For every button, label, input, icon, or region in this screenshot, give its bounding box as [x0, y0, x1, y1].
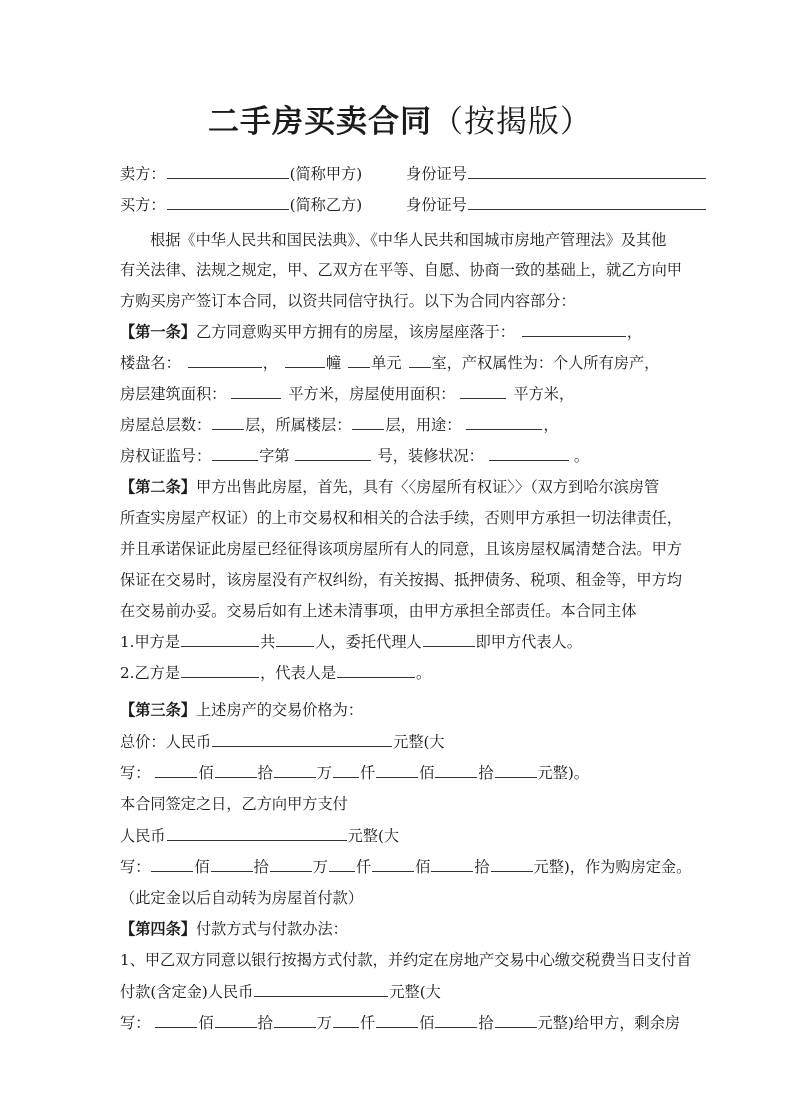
article1-text: 乙方同意购买甲方拥有的房屋，该房屋座落于：	[195, 323, 515, 341]
unit-label: 佰	[198, 764, 214, 782]
label-write: 写：	[120, 1014, 151, 1032]
amount-blank[interactable]	[376, 763, 418, 778]
article1-line3	[120, 384, 720, 404]
preamble-line: 根据《中华人民共和国民法典》、《中华人民共和国城市房地产管理法》及其他	[150, 231, 667, 249]
label-total-price: 总价：人民币	[120, 733, 212, 751]
unit-label: 元整)。	[537, 764, 589, 782]
label-cert-no: 房权证监号：	[120, 447, 212, 465]
amount-blank[interactable]	[274, 763, 316, 778]
article3-line1	[120, 700, 720, 720]
article3-heading: 【第三条】	[120, 701, 196, 719]
amount-blank[interactable]	[333, 1013, 359, 1028]
buyer-line	[120, 195, 720, 215]
article1-line4	[120, 415, 720, 435]
total-price-words-line	[120, 763, 720, 783]
label-floor: 层，所属楼层：	[245, 416, 352, 434]
label-party-a: 1.甲方是	[120, 633, 181, 651]
amount-blank[interactable]	[215, 763, 257, 778]
unit-label: 佰	[198, 1014, 214, 1032]
title-sub: （按揭版）	[432, 104, 592, 140]
unit-label: 拾	[474, 858, 490, 876]
agent-blank[interactable]	[423, 632, 475, 647]
article2-line4: 保证在交易时，该房屋没有产权纠纷，有关按揭、抵押债务、税项、租金等，甲方均	[120, 571, 682, 589]
cert-number-blank[interactable]	[295, 446, 371, 461]
label-building-name: 楼盘名：	[120, 354, 181, 372]
amount-blank[interactable]	[495, 763, 537, 778]
amount-blank[interactable]	[372, 857, 414, 872]
article1-line2	[120, 353, 720, 373]
amount-blank[interactable]	[274, 1013, 316, 1028]
article4-heading: 【第四条】	[120, 920, 196, 938]
label-decoration: 号，装修状况：	[377, 447, 484, 465]
party-b-rep-blank[interactable]	[337, 663, 415, 678]
unit-label: 佰	[419, 764, 435, 782]
amount-blank[interactable]	[495, 1013, 537, 1028]
buyer-label: 买方：	[120, 196, 166, 214]
punct: ，	[543, 416, 559, 434]
down-payment-blank[interactable]	[254, 982, 388, 997]
unit-label: 元整)给甲方，剩余房	[537, 1014, 681, 1032]
block-blank[interactable]	[285, 353, 325, 368]
article1-line1	[120, 322, 720, 342]
article2-line1	[120, 477, 720, 497]
buyer-id-label: 身份证号	[406, 196, 467, 214]
building-name-blank[interactable]	[188, 353, 262, 368]
amount-blank[interactable]	[376, 1013, 418, 1028]
buyer-name-blank[interactable]	[167, 195, 289, 210]
article3-text: 上述房产的交易价格为：	[195, 701, 363, 719]
punct: ，	[626, 323, 643, 341]
label-yuan: 元整(大	[347, 827, 400, 845]
down-payment-line	[120, 982, 720, 1002]
unit-label: 佰	[194, 858, 210, 876]
label-down-payment: 付款(含定金)人民币	[120, 983, 254, 1001]
amount-blank[interactable]	[215, 1013, 257, 1028]
deposit-words-line	[120, 857, 720, 877]
deposit-blank[interactable]	[167, 826, 347, 841]
label-room: 室，产权属性为：个人所有房产，	[431, 354, 660, 372]
unit-label: 元整)，作为购房定金。	[533, 858, 692, 876]
party-a-line	[120, 632, 720, 652]
decoration-blank[interactable]	[489, 446, 569, 461]
amount-blank[interactable]	[211, 857, 253, 872]
unit-label: 万	[316, 1014, 332, 1032]
article2-line3: 并且承诺保证此房屋已经征得该项房屋所有人的同意，且该房屋权属清楚合法。甲方	[120, 540, 682, 558]
article1-heading: 【第一条】	[120, 323, 196, 341]
article2-heading: 【第二条】	[120, 478, 196, 496]
cert-prefix-blank[interactable]	[212, 446, 258, 461]
seller-label: 卖方：	[120, 165, 166, 183]
seller-id-label: 身份证号	[406, 165, 467, 183]
title-main: 二手房买卖合同	[208, 104, 432, 140]
amount-blank[interactable]	[435, 1013, 477, 1028]
label-sqm: 平方米，	[513, 385, 575, 403]
amount-blank[interactable]	[329, 857, 355, 872]
usage-blank[interactable]	[466, 415, 542, 430]
article4-p1: 1、甲乙双方同意以银行按揭方式付款，并约定在房地产交易中心缴交税费当日支付首	[120, 951, 692, 969]
amount-blank[interactable]	[333, 763, 359, 778]
party-a-count-blank[interactable]	[276, 632, 314, 647]
label-party-b-rep: ，代表人是	[260, 664, 336, 682]
unit-label: 万	[316, 764, 332, 782]
label-block: 幢	[325, 354, 342, 372]
label-cert-char: 字第	[259, 447, 290, 465]
unit-label: 仟	[359, 764, 376, 782]
party-b-blank[interactable]	[181, 663, 259, 678]
total-price-line	[120, 732, 720, 752]
label-write: 写：	[120, 764, 151, 782]
party-b-line	[120, 663, 720, 683]
label-usage: 层，用途：	[385, 416, 462, 434]
deposit-amount-line	[120, 826, 720, 846]
deposit-line1: 本合同签定之日，乙方向甲方支付	[120, 795, 348, 813]
room-blank[interactable]	[409, 353, 431, 368]
amount-blank[interactable]	[435, 763, 477, 778]
buyer-abbr: (简称乙方)	[289, 196, 363, 214]
label-yuan: 元整(大	[389, 983, 441, 1001]
total-floors-blank[interactable]	[212, 415, 244, 430]
seller-abbr: (简称甲方)	[289, 165, 363, 183]
unit-blank[interactable]	[348, 353, 370, 368]
label-usable-area: 平方米，房屋使用面积：	[288, 385, 456, 403]
amount-blank[interactable]	[151, 857, 193, 872]
label-agent: 人，委托代理人	[315, 633, 422, 651]
seller-line	[120, 164, 720, 184]
total-price-blank[interactable]	[212, 732, 392, 747]
unit-label: 佰	[419, 1014, 435, 1032]
down-payment-words-line	[120, 1013, 720, 1033]
document-title	[0, 96, 800, 141]
floor-area-blank[interactable]	[231, 384, 281, 399]
label-representative: 即甲方代表人。	[475, 633, 582, 651]
unit-label: 仟	[355, 858, 372, 876]
deposit-note: （此定金以后自动转为房屋首付款）	[120, 889, 363, 907]
buyer-id-blank[interactable]	[468, 195, 706, 210]
seller-name-blank[interactable]	[167, 164, 289, 179]
preamble-line: 方购买房产签订本合同，以资共同信守执行。以下为合同内容部分：	[120, 292, 576, 310]
label-floor-area: 房层建筑面积：	[120, 385, 227, 403]
article4-line1	[120, 919, 720, 939]
amount-blank[interactable]	[270, 857, 312, 872]
label-party-b: 2.乙方是	[120, 664, 181, 682]
label-rmb: 人民币	[120, 827, 166, 845]
location-blank[interactable]	[522, 322, 626, 337]
usable-area-blank[interactable]	[460, 384, 506, 399]
seller-id-blank[interactable]	[468, 164, 706, 179]
punct: 。	[573, 447, 589, 465]
unit-label: 佰	[415, 858, 431, 876]
amount-blank[interactable]	[431, 857, 473, 872]
article1-line5	[120, 446, 720, 466]
label-total: 共	[260, 633, 276, 651]
amount-blank[interactable]	[155, 1013, 197, 1028]
unit-label: 拾	[257, 764, 273, 782]
unit-label: 拾	[257, 1014, 273, 1032]
unit-label: 万	[312, 858, 328, 876]
unit-label: 拾	[253, 858, 269, 876]
article4-text: 付款方式与付款办法：	[195, 920, 348, 938]
amount-blank[interactable]	[155, 763, 197, 778]
label-total-floors: 房屋总层数：	[120, 416, 212, 434]
amount-blank[interactable]	[491, 857, 533, 872]
article2-text: 甲方出售此房屋，首先，具有〈〈房屋所有权证〉〉（双方到哈尔滨房管	[195, 478, 660, 496]
article2-line2: 所查实房屋产权证）的上市交易权和相关的合法手续，否则甲方承担一切法律责任，	[120, 509, 682, 527]
floor-blank[interactable]	[352, 415, 384, 430]
unit-label: 拾	[478, 1014, 494, 1032]
label-write: 写：	[120, 858, 151, 876]
preamble-line: 有关法律、法规之规定，甲、乙双方在平等、自愿、协商一致的基础上，就乙方向甲	[120, 261, 682, 279]
punct: ，	[262, 354, 278, 372]
punct: 。	[416, 664, 432, 682]
label-yuan: 元整(大	[393, 733, 445, 751]
unit-label: 拾	[478, 764, 494, 782]
party-a-blank[interactable]	[181, 632, 259, 647]
article2-line5: 在交易前办妥。交易后如有上述未清事项，由甲方承担全部责任。本合同主体	[120, 602, 637, 620]
label-unit: 单元	[371, 354, 402, 372]
unit-label: 仟	[359, 1014, 376, 1032]
